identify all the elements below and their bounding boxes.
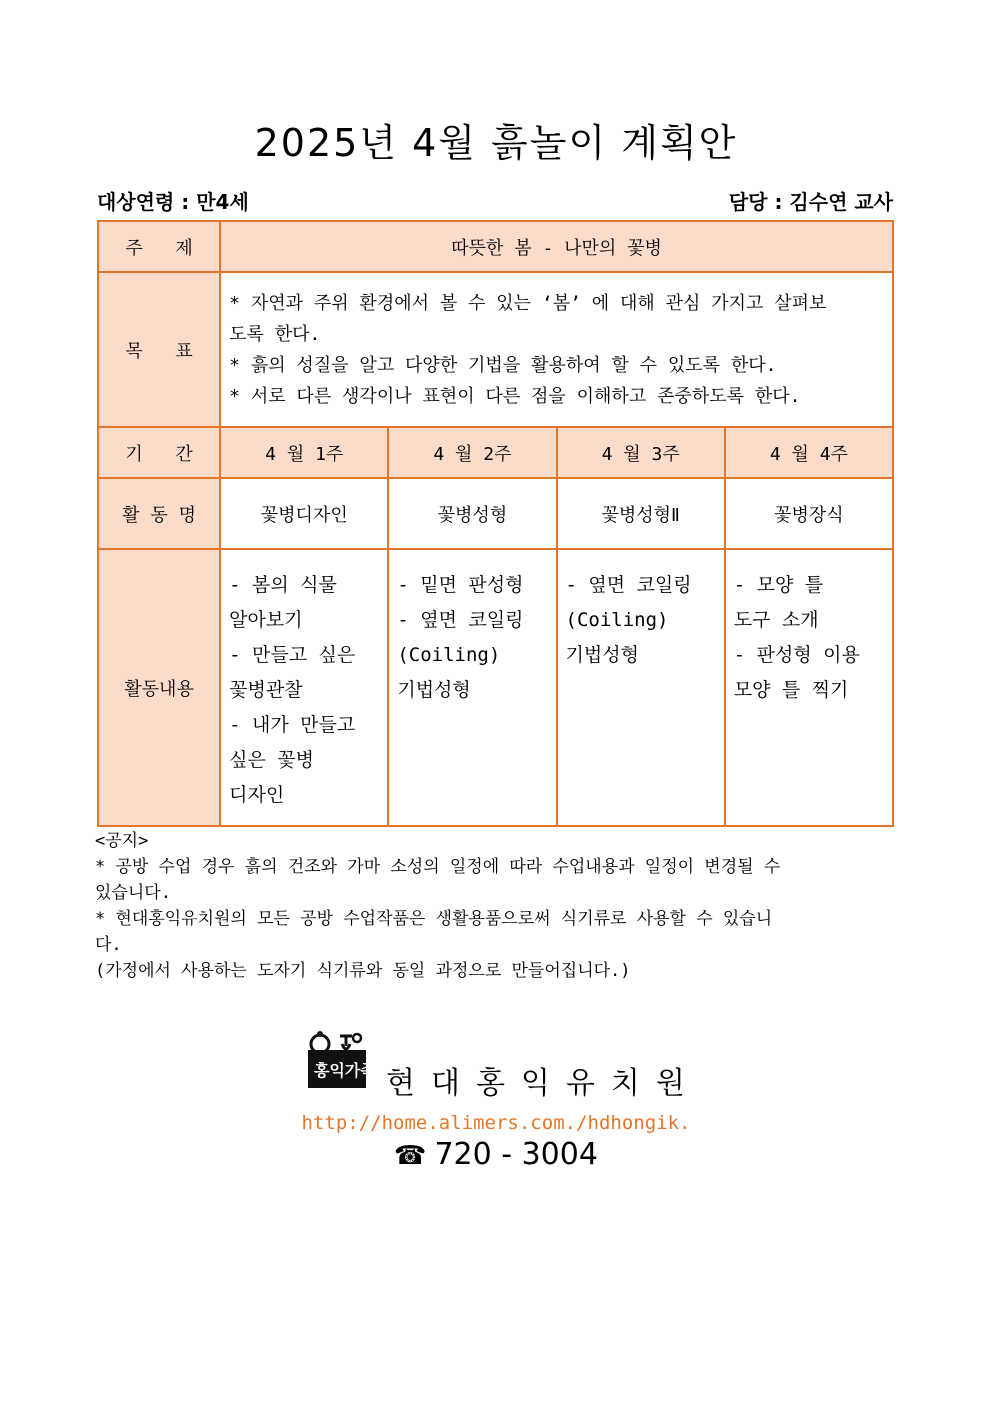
goals-row — [98, 272, 893, 427]
goal-line: * 서로 다른 생각이나 표현이 다른 점을 이해하고 존중하도록 한다. — [229, 385, 801, 407]
page-title: 2025년 4월 흙놀이 계획안 — [254, 121, 738, 165]
content-2 — [388, 549, 556, 826]
activity-row — [98, 478, 893, 549]
content-line: - 밑면 판성형 — [397, 574, 524, 596]
content-line: 기법성형 — [397, 679, 471, 701]
activity-1: 꽃병디자인 — [220, 478, 388, 549]
goal-line: * 자연과 주위 환경에서 볼 수 있는 ‘봄’ 에 대해 관심 가지고 살펴보 — [229, 292, 827, 314]
content-line: 꽃병관찰 — [229, 679, 303, 701]
target-age: 대상연령 : 만4세 — [97, 190, 249, 214]
week-3: 4 월 3주 — [557, 427, 725, 478]
content-line: - 판성형 이용 — [733, 644, 860, 666]
activity-3: 꽃병성형Ⅱ — [557, 478, 725, 549]
content-1 — [220, 549, 388, 826]
phone-row — [0, 1137, 992, 1172]
week-4: 4 월 4주 — [725, 427, 893, 478]
notice-line: 있습니다. — [95, 883, 171, 903]
content-3 — [557, 549, 725, 826]
content-4 — [725, 549, 893, 826]
activity-2: 꽃병성형 — [388, 478, 556, 549]
telephone-icon: ☎ — [394, 1141, 427, 1171]
content-line: 기법성형 — [565, 644, 639, 666]
goal-line: 도록 한다. — [229, 323, 321, 345]
content-row — [98, 549, 893, 826]
content-line: (Coiling) — [565, 609, 669, 631]
school-url[interactable]: http://home.alimers.com./hdhongik. — [301, 1112, 691, 1134]
meta-row — [97, 186, 893, 218]
theme-label: 주 제 — [98, 221, 220, 272]
goals-label: 목 표 — [98, 272, 220, 427]
notice-line: (가정에서 사용하는 도자기 식기류와 동일 과정으로 만들어집니다.) — [95, 961, 631, 981]
content-line: - 모양 틀 — [733, 574, 824, 596]
theme-row — [98, 221, 893, 272]
notice-line: * 현대홍익유치원의 모든 공방 수업작품은 생활용품으로써 식기류로 사용할 수 있습니 — [95, 909, 773, 929]
period-label: 기 간 — [98, 427, 220, 478]
notice-line: 다. — [95, 935, 122, 955]
content-label: 활동내용 — [98, 549, 220, 826]
goal-line: * 흙의 성질을 알고 다양한 기법을 활용하여 할 수 있도록 한다. — [229, 354, 777, 376]
content-line: 알아보기 — [229, 609, 303, 631]
theme-value: 따뜻한 봄 - 나만의 꽃병 — [220, 221, 893, 272]
teacher: 담당 : 김수연 교사 — [728, 190, 893, 214]
week-2: 4 월 2주 — [388, 427, 556, 478]
content-line: - 봄의 식물 — [229, 574, 337, 596]
content-line: 디자인 — [229, 784, 285, 806]
activity-label: 활 동 명 — [98, 478, 220, 549]
content-line: - 내가 만들고 — [229, 714, 356, 736]
content-line: - 옆면 코일링 — [397, 609, 524, 631]
logo-text: 홍익가족 — [314, 1061, 376, 1080]
content-line: 모양 틀 찍기 — [733, 679, 849, 701]
week-1: 4 월 1주 — [220, 427, 388, 478]
content-line: 도구 소개 — [733, 609, 819, 631]
school-logo — [306, 1030, 376, 1090]
plan-table — [97, 220, 894, 827]
period-row — [98, 427, 893, 478]
content-line: - 만들고 싶은 — [229, 644, 356, 666]
content-line: 싶은 꽃병 — [229, 749, 314, 771]
activity-4: 꽃병장식 — [725, 478, 893, 549]
goals-cell — [220, 272, 893, 427]
content-line: (Coiling) — [397, 644, 501, 666]
notice-heading: <공지> — [95, 831, 149, 851]
notice — [95, 828, 900, 984]
notice-line: * 공방 수업 경우 흙의 건조와 가마 소성의 일정에 따라 수업내용과 일정이 변경될 수 — [95, 857, 781, 877]
school-name: 현대홍익유치원 — [386, 1066, 701, 1101]
phone-number: 720 - 3004 — [434, 1137, 598, 1172]
content-line: - 옆면 코일링 — [565, 574, 692, 596]
